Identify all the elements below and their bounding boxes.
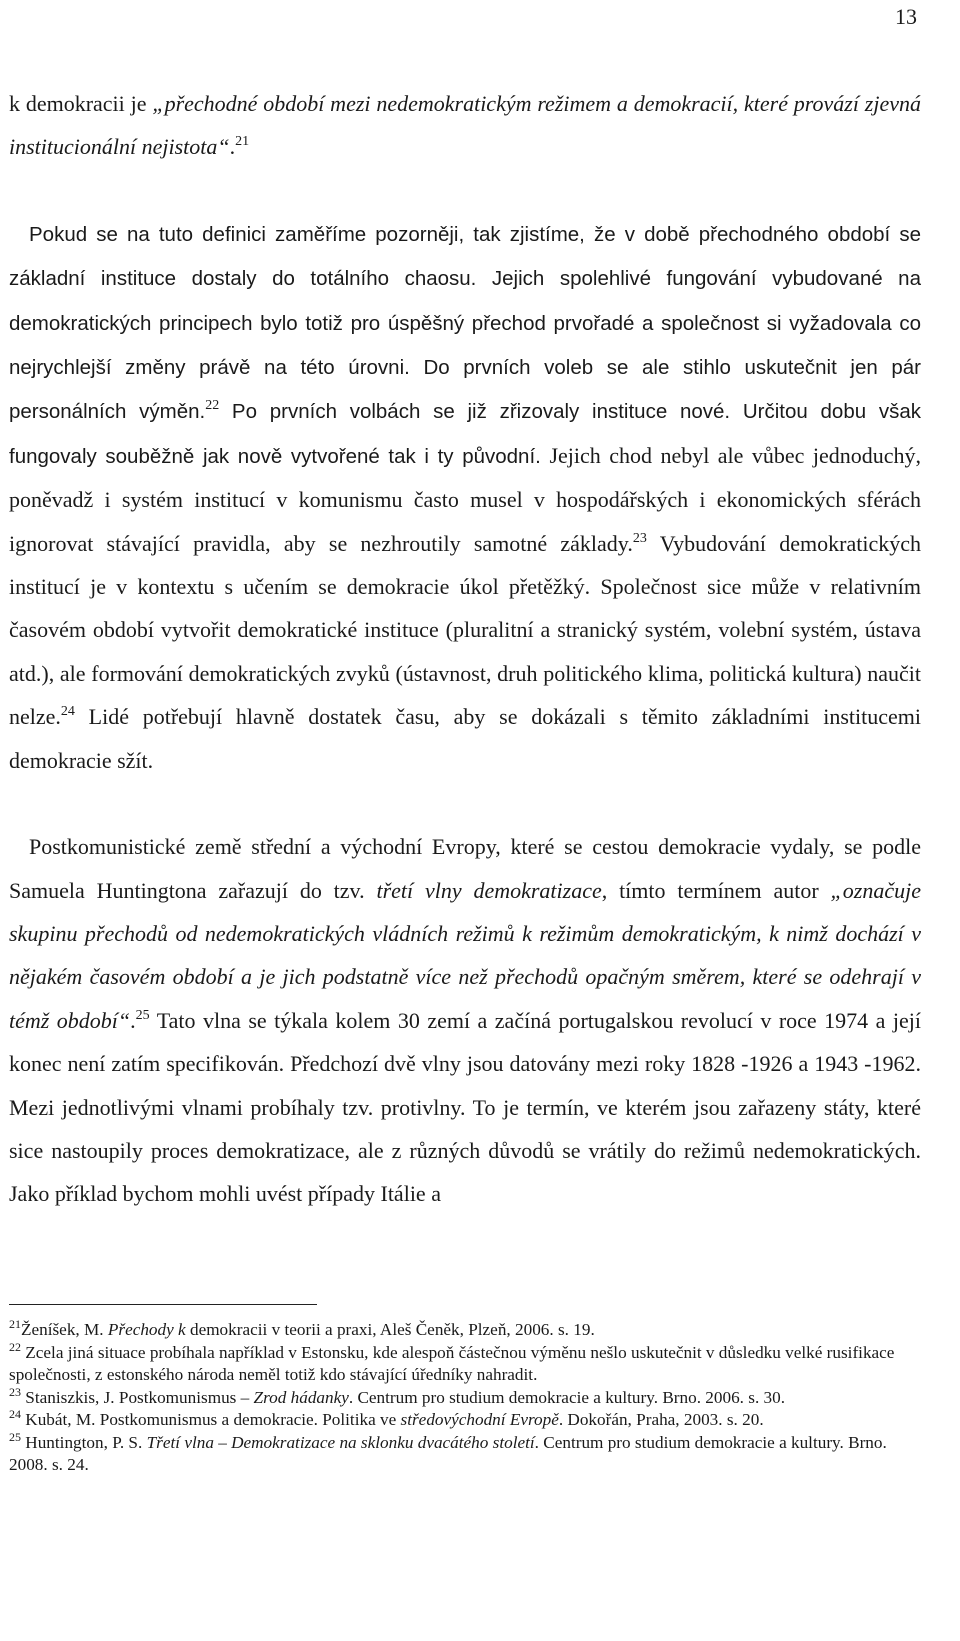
text-run: , tímto termínem autor [601, 877, 831, 903]
footnote-title-italic: Třetí vlna – Demokratizace na sklonku dvacátého století [146, 1432, 535, 1452]
paragraph-3 [9, 825, 921, 1216]
text-run: Postkomunistické země střední a východní Evropy, které se cestou demokracie vydaly, se podle Samuela Huntingtona zařazují do tzv. [9, 834, 921, 903]
footnote-title-italic: Přechody k [107, 1320, 186, 1339]
footnote-ref: 24 [60, 704, 75, 720]
text-run: . [130, 1007, 136, 1033]
footnote-22 [9, 1339, 921, 1387]
footnote-25 [9, 1429, 921, 1477]
footnote-title-italic: středovýchodní Evropě [400, 1410, 559, 1429]
footnote-number: 22 [9, 1339, 21, 1354]
text-run: Po prvních volbách se již zřizovaly instituce nové. Určitou dobu však fungovaly souběžně jak nově vytvořené tak i ty původní. [9, 400, 922, 468]
footnote-ref: 22 [205, 398, 220, 414]
footnote-ref: 23 [632, 530, 647, 546]
footnote-text: Huntington, P. S. [21, 1432, 147, 1452]
paragraph-2 [9, 212, 921, 782]
footnote-23 [9, 1384, 921, 1410]
footnote-text: . Centrum pro studium demokracie a kultury. Brno. 2008. s. 24. [9, 1432, 887, 1474]
text-run: Tato vlna se týkala kolem 30 zemí a začíná portugalskou revolucí v roce 1974 a její konec není zatím specifikován. Předchozí dvě vlny jsou datovány mezi roky 1828 -1926 a 1943 -1962. Mezi jednotlivými vlnami probíhaly tzv. protivlny. To je termín, ve kterém jsou zařazeny státy, které sice nastoupily proces demokratizace, ale z různých důvodů se vrátily do režimů nedemokratických. Jako příklad bychom mohli uvést případy Itálie a [9, 1007, 921, 1207]
footnote-text: . Dokořán, Praha, 2003. s. 20. [558, 1410, 764, 1429]
footnote-number: 25 [9, 1429, 21, 1444]
footnote-text: demokracii v teorii a praxi, Aleš Čeněk, Plzeň, 2006. s. 19. [185, 1320, 595, 1339]
text-run: Vybudování demokratických institucí je v kontextu s učením se demokracie úkol přetěžký. Společnost sice může v relativním časovém období vytvořit demokratické instituce (pluralitní a stranický systém, volební systém, ústava atd.), ale formování demokratických zvyků (ústavnost, druh politického klima, politická kultura) naučit nelze. [9, 530, 921, 730]
footnote-21 [9, 1319, 921, 1342]
footnote-text: Zcela jiná situace probíhala například v Estonsku, kde alespoň částečnou výměnu nešlo uskutečnit v důsledku velké rusifikace společnosti, z estonského národa neměl totiž kdo stávající úředníky nahradit. [9, 1342, 895, 1384]
footnote-text: . Centrum pro studium demokracie a kultury. Brno. 2006. s. 30. [348, 1387, 786, 1407]
footnote-ref: 21 [235, 134, 250, 150]
text-run: Pokud se na tuto definici zaměříme pozorněji, tak zjistíme, že v době přechodného období se základní instituce dostaly do totálního chaosu. Jejich spolehlivé fungování vybudované na demokratických principech bylo totiž pro úspěšný přechod prvořadé a společnost si vyžadovala co nejrychlejší změny právě na této úrovni. Do prvních voleb se ale stihlo uskutečnit jen pár personálních výměn. [9, 222, 921, 424]
page-number: 13 [895, 4, 917, 29]
footnotes [9, 1319, 921, 1477]
text-run: Jejich chod nebyl ale vůbec jednoduchý, poněvadž i systém institucí v komunismu často musel v hospodářských i ekonomických sférách ignorovat stávající pravidla, aby se nezhroutily samotné základy. [9, 442, 921, 556]
footnote-number: 21 [9, 1317, 21, 1331]
footnote-title-italic: Zrod hádanky [253, 1387, 349, 1407]
footnote-separator [9, 1304, 317, 1305]
footnote-text: Kubát, M. Postkomunismus a demokracie. Politika ve [21, 1410, 401, 1429]
term-italic: třetí vlny demokratizace [376, 877, 602, 903]
footnote-number: 24 [9, 1407, 21, 1421]
footnote-ref: 25 [135, 1007, 150, 1023]
text-run: k demokracii je [9, 91, 153, 116]
text-run: . [229, 134, 236, 160]
paragraph-1 [9, 82, 921, 169]
footnote-24 [9, 1409, 921, 1432]
text-run: Lidé potřebují hlavně dostatek času, aby se dokázali s těmito základními institucemi demokracie sžít. [9, 704, 921, 773]
quote-italic: „označuje skupinu přechodů od nedemokratických vládních režimů k režimům demokratickým, k nimž dochází v nějakém časovém období a je jich podstatně více než přechodů opačným směrem, které se odehrají v témž období“ [9, 877, 921, 1033]
footnote-number: 23 [9, 1384, 21, 1399]
footnote-text: Ženíšek, M. [21, 1320, 108, 1339]
quote-italic: „přechodné období mezi nedemokratickým režimem a demokracií, které provází zjevná institucionální nejistota“ [9, 91, 921, 160]
footnote-text: Staniszkis, J. Postkomunismus – [21, 1387, 254, 1407]
body-text [9, 82, 921, 1216]
